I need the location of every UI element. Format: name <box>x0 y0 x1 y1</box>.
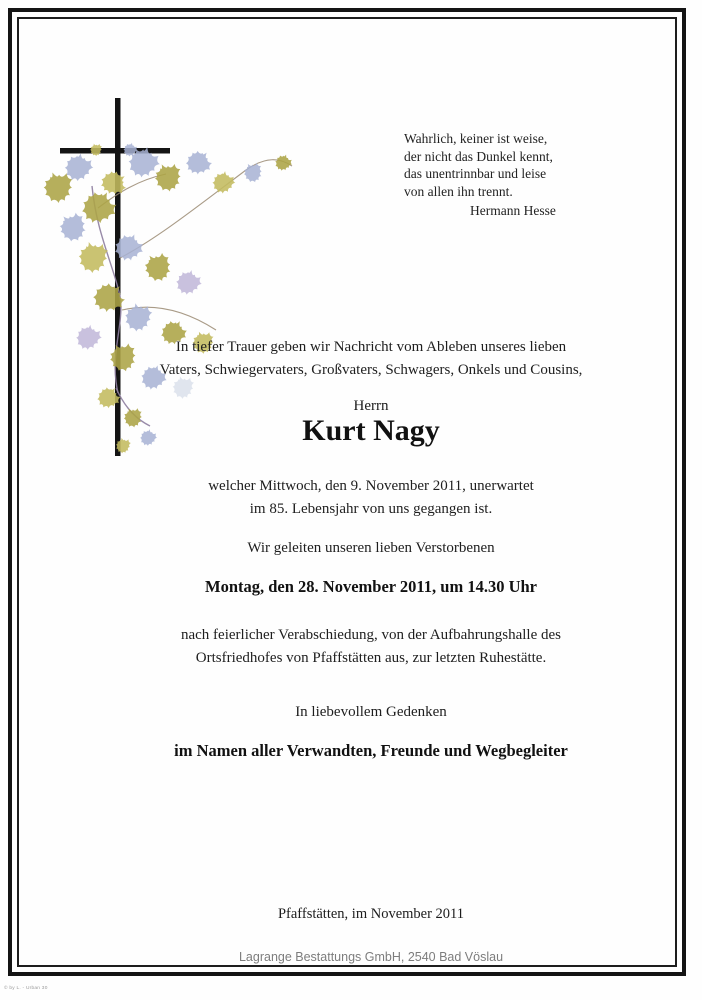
funeral-home: Lagrange Bestattungs GmbH, 2540 Bad Vöslau <box>238 950 504 964</box>
quote-attribution: Hermann Hesse <box>470 203 556 218</box>
death-line: im 85. Lebensjahr von uns gegangen ist. <box>249 500 493 517</box>
intro-line: Vaters, Schwiegervaters, Großvaters, Schwagers, Onkels und Cousins, <box>159 361 583 378</box>
intro-text <box>58 336 684 381</box>
quote-line: das unentrinnbar und leise <box>404 166 547 181</box>
salutation: Herrn <box>353 398 389 414</box>
funeral-details-line: nach feierlicher Verabschiedung, von der Aufbahrungshalle des <box>180 627 561 643</box>
place-date: Pfaffstätten, im November 2011 <box>277 906 465 922</box>
quote-line: der nicht das Dunkel kennt, <box>404 148 553 164</box>
funeral-details <box>58 624 684 669</box>
hesse-quote <box>404 130 594 220</box>
funeral-datetime: Montag, den 28. November 2011, um 14.30 Uhr <box>205 577 537 596</box>
quote-line: Wahrlich, keiner ist weise, <box>404 131 548 146</box>
death-date-text <box>58 475 684 520</box>
quote-line: von allen ihn trennt. <box>404 183 513 199</box>
procession-text: Wir geleiten unseren lieben Verstorbenen <box>247 540 495 556</box>
copyright-note: © by L. - Urban 30 <box>4 986 48 991</box>
deceased-name: Kurt Nagy <box>302 414 440 447</box>
funeral-details-line: Ortsfriedhofes von Pfaffstätten aus, zur letzten Ruhestätte. <box>195 649 547 666</box>
death-line: welcher Mittwoch, den 9. November 2011, unerwartet <box>208 478 534 494</box>
remembrance-text: In liebevollem Gedenken <box>295 704 447 720</box>
mourners-text: im Namen aller Verwandten, Freunde und Wegbegleiter <box>174 741 568 760</box>
intro-line: In tiefer Trauer geben wir Nachricht vom Ableben unseres lieben <box>175 339 567 355</box>
